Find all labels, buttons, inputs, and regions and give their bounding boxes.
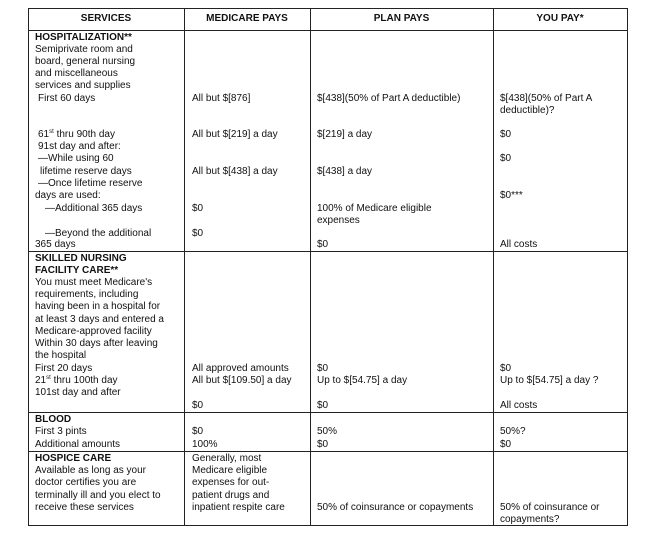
row-label-additional-365: —Additional 365 days bbox=[45, 203, 143, 214]
first-20-days-medicare: All approved amounts bbox=[192, 363, 289, 374]
snf-desc-line: Medicare-approved facility bbox=[35, 326, 152, 337]
hospice-medicare-line: inpatient respite care bbox=[192, 502, 285, 513]
snf-desc-line: Within 30 days after leaving bbox=[35, 338, 158, 349]
additional-amounts-plan: $0 bbox=[317, 439, 329, 450]
once-reserve-used-you: $0*** bbox=[500, 190, 523, 201]
row-label-beyond-additional: —Beyond the additional bbox=[45, 228, 152, 239]
additional-365-medicare: $0 bbox=[192, 203, 204, 214]
hospice-medicare-line: Medicare eligible bbox=[192, 465, 268, 476]
reserve-days-medicare: All but $[438] a day bbox=[192, 166, 278, 177]
hospice-medicare-line: Generally, most bbox=[192, 453, 262, 464]
first-20-days-you: $0 bbox=[500, 363, 512, 374]
additional-amounts-medicare: 100% bbox=[192, 439, 218, 450]
first-60-days-you: $[438](50% of Part A bbox=[500, 93, 593, 104]
day-101-you: All costs bbox=[500, 400, 538, 411]
days-61-90-medicare: All but $[219] a day bbox=[192, 129, 278, 140]
first-3-pints-medicare: $0 bbox=[192, 426, 204, 437]
snf-desc-line: You must meet Medicare's bbox=[35, 277, 153, 288]
days-21-100-medicare: All but $[109.50] a day bbox=[192, 375, 292, 386]
additional-365-plan: 100% of Medicare eligible bbox=[317, 203, 432, 214]
row-label-61-90-days: 61st thru 90th day bbox=[38, 129, 115, 140]
days-61-90-plan: $[219] a day bbox=[317, 129, 373, 140]
snf-desc-line: the hospital bbox=[35, 350, 87, 361]
hospitalization-desc-line: services and supplies bbox=[35, 80, 131, 91]
reserve-days-plan: $[438] a day bbox=[317, 166, 373, 177]
hospice-medicare-line: patient drugs and bbox=[192, 490, 270, 501]
row-label-once-reserve-used: —Once lifetime reserve bbox=[38, 178, 143, 189]
header-medicare-pays: MEDICARE PAYS bbox=[206, 13, 288, 24]
hospice-plan: 50% of coinsurance or copayments bbox=[317, 502, 474, 513]
snf-desc-line: requirements, including bbox=[35, 289, 139, 300]
table-border-left bbox=[28, 8, 29, 526]
section-divider-snf bbox=[28, 251, 628, 252]
additional-amounts-you: $0 bbox=[500, 439, 512, 450]
row-label-while-using-reserve: lifetime reserve days bbox=[40, 166, 132, 177]
first-60-days-medicare: All but $[876] bbox=[192, 93, 251, 104]
hospitalization-desc-line: and miscellaneous bbox=[35, 68, 118, 79]
row-label-first-60-days: First 60 days bbox=[38, 93, 96, 104]
section-title-blood: BLOOD bbox=[35, 414, 72, 425]
first-60-days-plan: $[438](50% of Part A deductible) bbox=[317, 93, 461, 104]
hospitalization-desc-line: board, general nursing bbox=[35, 56, 136, 67]
section-title-skilled-nursing: SKILLED NURSING bbox=[35, 253, 127, 264]
row-label-first-3-pints: First 3 pints bbox=[35, 426, 87, 437]
day-101-plan: $0 bbox=[317, 400, 329, 411]
days-21-100-you: Up to $[54.75] a day ? bbox=[500, 375, 599, 386]
row-label-21-100-days: 21st thru 100th day bbox=[35, 375, 118, 386]
table-border-top bbox=[28, 8, 628, 9]
hospice-desc-line: Available as long as your bbox=[35, 465, 146, 476]
hospice-you: 50% of coinsurance or bbox=[500, 502, 600, 513]
first-60-days-you: deductible)? bbox=[500, 105, 555, 116]
row-label-101st-day: 101st day and after bbox=[35, 387, 121, 398]
days-61-90-you: $0 bbox=[500, 129, 512, 140]
section-title-skilled-nursing: FACILITY CARE** bbox=[35, 265, 119, 276]
section-title-hospitalization: HOSPITALIZATION** bbox=[35, 32, 132, 43]
column-divider-1 bbox=[184, 8, 185, 526]
additional-365-plan: expenses bbox=[317, 215, 360, 226]
snf-desc-line: at least 3 days and entered a bbox=[35, 314, 164, 325]
hospice-desc-line: doctor certifies you are bbox=[35, 477, 137, 488]
hospice-desc-line: terminally ill and you elect to bbox=[35, 490, 161, 501]
day-101-medicare: $0 bbox=[192, 400, 204, 411]
medigap-benefits-table bbox=[28, 8, 628, 526]
snf-desc-line: having been in a hospital for bbox=[35, 301, 161, 312]
first-3-pints-plan: 50% bbox=[317, 426, 338, 437]
header-plan-pays: PLAN PAYS bbox=[373, 13, 430, 24]
table-border-right bbox=[627, 8, 628, 526]
section-divider-blood bbox=[28, 412, 628, 413]
header-row-divider bbox=[28, 30, 628, 31]
first-3-pints-you: 50%? bbox=[500, 426, 526, 437]
row-label-91st-day: 91st day and after: bbox=[38, 141, 121, 152]
beyond-additional-you: All costs bbox=[500, 239, 538, 250]
beyond-additional-medicare: $0 bbox=[192, 228, 204, 239]
row-label-beyond-additional: 365 days bbox=[35, 239, 76, 250]
beyond-additional-plan: $0 bbox=[317, 239, 329, 250]
hospice-medicare-line: expenses for out- bbox=[192, 477, 270, 488]
header-you-pay: YOU PAY* bbox=[536, 13, 584, 24]
days-21-100-plan: Up to $[54.75] a day bbox=[317, 375, 408, 386]
row-label-while-using-reserve: —While using 60 bbox=[38, 153, 114, 164]
day-91-you: $0 bbox=[500, 153, 512, 164]
section-title-hospice: HOSPICE CARE bbox=[35, 453, 112, 464]
column-divider-3 bbox=[493, 8, 494, 526]
section-divider-hospice bbox=[28, 451, 628, 452]
hospice-desc-line: receive these services bbox=[35, 502, 134, 513]
row-label-first-20-days: First 20 days bbox=[35, 363, 93, 374]
row-label-additional-amounts: Additional amounts bbox=[35, 439, 121, 450]
hospice-you: copayments? bbox=[500, 514, 560, 525]
hospitalization-desc-line: Semiprivate room and bbox=[35, 44, 133, 55]
header-services: SERVICES bbox=[80, 13, 132, 24]
column-divider-2 bbox=[310, 8, 311, 526]
first-20-days-plan: $0 bbox=[317, 363, 329, 374]
row-label-once-reserve-used: days are used: bbox=[35, 190, 101, 201]
